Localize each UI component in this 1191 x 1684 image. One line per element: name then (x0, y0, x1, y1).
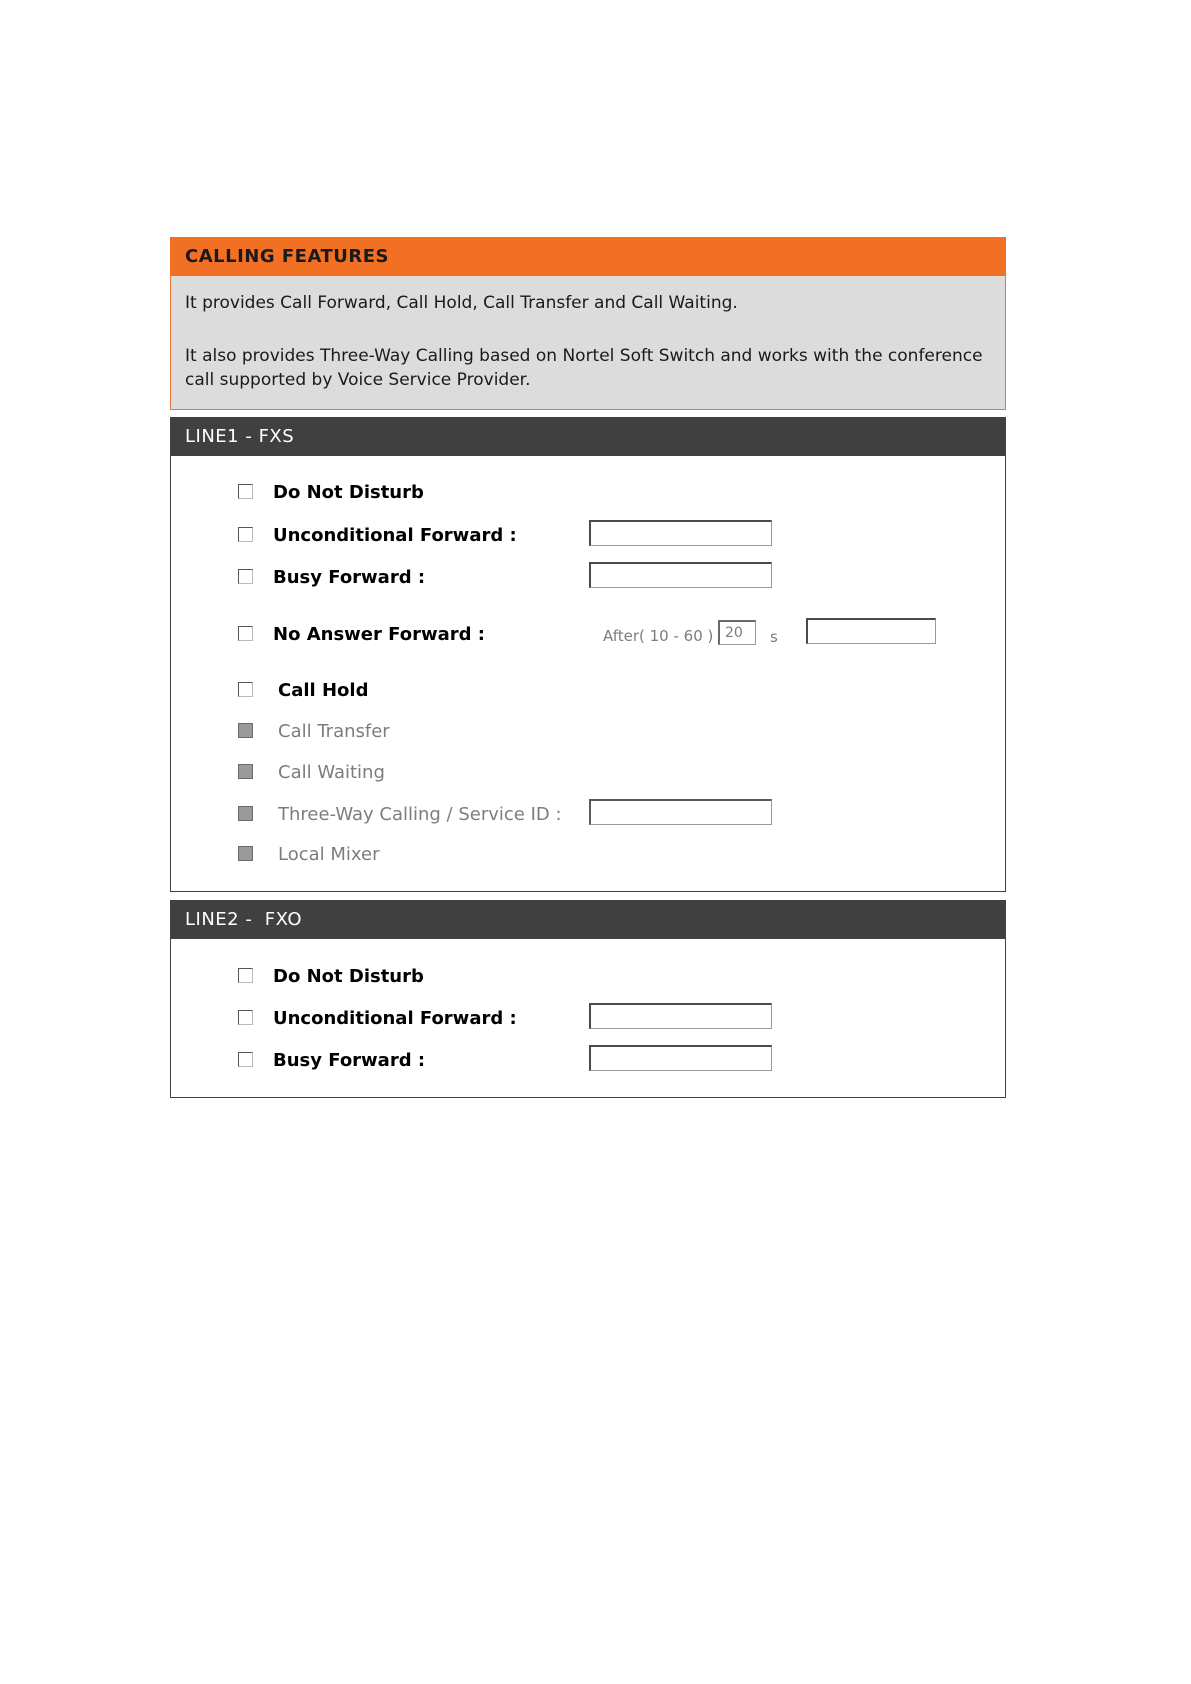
line1-no-answer-forward-label: No Answer Forward : (273, 624, 485, 645)
line1-no-answer-forward-input[interactable] (806, 618, 936, 644)
line1-call-waiting-label: Call Waiting (278, 762, 385, 783)
line1-service-id-input (589, 799, 772, 825)
calling-features-description-3: call supported by Voice Service Provider. (185, 370, 531, 390)
line2-unconditional-forward-input[interactable] (589, 1003, 772, 1029)
line1-call-transfer-checkbox (238, 723, 253, 738)
line1-do-not-disturb-checkbox[interactable] (238, 484, 253, 499)
line1-header (170, 417, 1006, 456)
line1-do-not-disturb-label: Do Not Disturb (273, 482, 424, 503)
line1-unconditional-forward-checkbox[interactable] (238, 527, 253, 542)
line1-busy-forward-input[interactable] (589, 562, 772, 588)
line2-busy-forward-input[interactable] (589, 1045, 772, 1071)
line1-local-mixer-label: Local Mixer (278, 844, 380, 865)
line2-do-not-disturb-checkbox[interactable] (238, 968, 253, 983)
line1-call-hold-label: Call Hold (278, 680, 369, 701)
line2-busy-forward-checkbox[interactable] (238, 1052, 253, 1067)
line1-seconds-unit: s (770, 628, 778, 646)
calling-features-title: CALLING FEATURES (185, 246, 390, 267)
line2-busy-forward-label: Busy Forward : (273, 1050, 426, 1071)
line1-busy-forward-label: Busy Forward : (273, 567, 426, 588)
calling-features-description-2: It also provides Three-Way Calling based on Nortel Soft Switch and works with the conference (185, 346, 983, 366)
line1-three-way-calling-checkbox (238, 806, 253, 821)
line1-call-transfer-label: Call Transfer (278, 721, 390, 742)
line1-title: LINE1 - FXS (185, 426, 295, 447)
line1-busy-forward-checkbox[interactable] (238, 569, 253, 584)
line2-unconditional-forward-checkbox[interactable] (238, 1010, 253, 1025)
calling-features-description-1: It provides Call Forward, Call Hold, Call Transfer and Call Waiting. (185, 293, 738, 313)
line1-local-mixer-checkbox (238, 846, 253, 861)
line1-three-way-calling-label: Three-Way Calling / Service ID : (278, 804, 562, 825)
line1-unconditional-forward-label: Unconditional Forward : (273, 525, 517, 546)
line2-do-not-disturb-label: Do Not Disturb (273, 966, 424, 987)
line1-no-answer-forward-checkbox[interactable] (238, 626, 253, 641)
line1-no-answer-timeout-input[interactable]: 20 (718, 620, 756, 645)
line2-unconditional-forward-label: Unconditional Forward : (273, 1008, 517, 1029)
line1-unconditional-forward-input[interactable] (589, 520, 772, 546)
line1-after-range-label: After( 10 - 60 ) (603, 627, 714, 645)
line1-call-hold-checkbox[interactable] (238, 682, 253, 697)
line2-title: LINE2 - FXO (185, 909, 302, 930)
line1-call-waiting-checkbox (238, 764, 253, 779)
